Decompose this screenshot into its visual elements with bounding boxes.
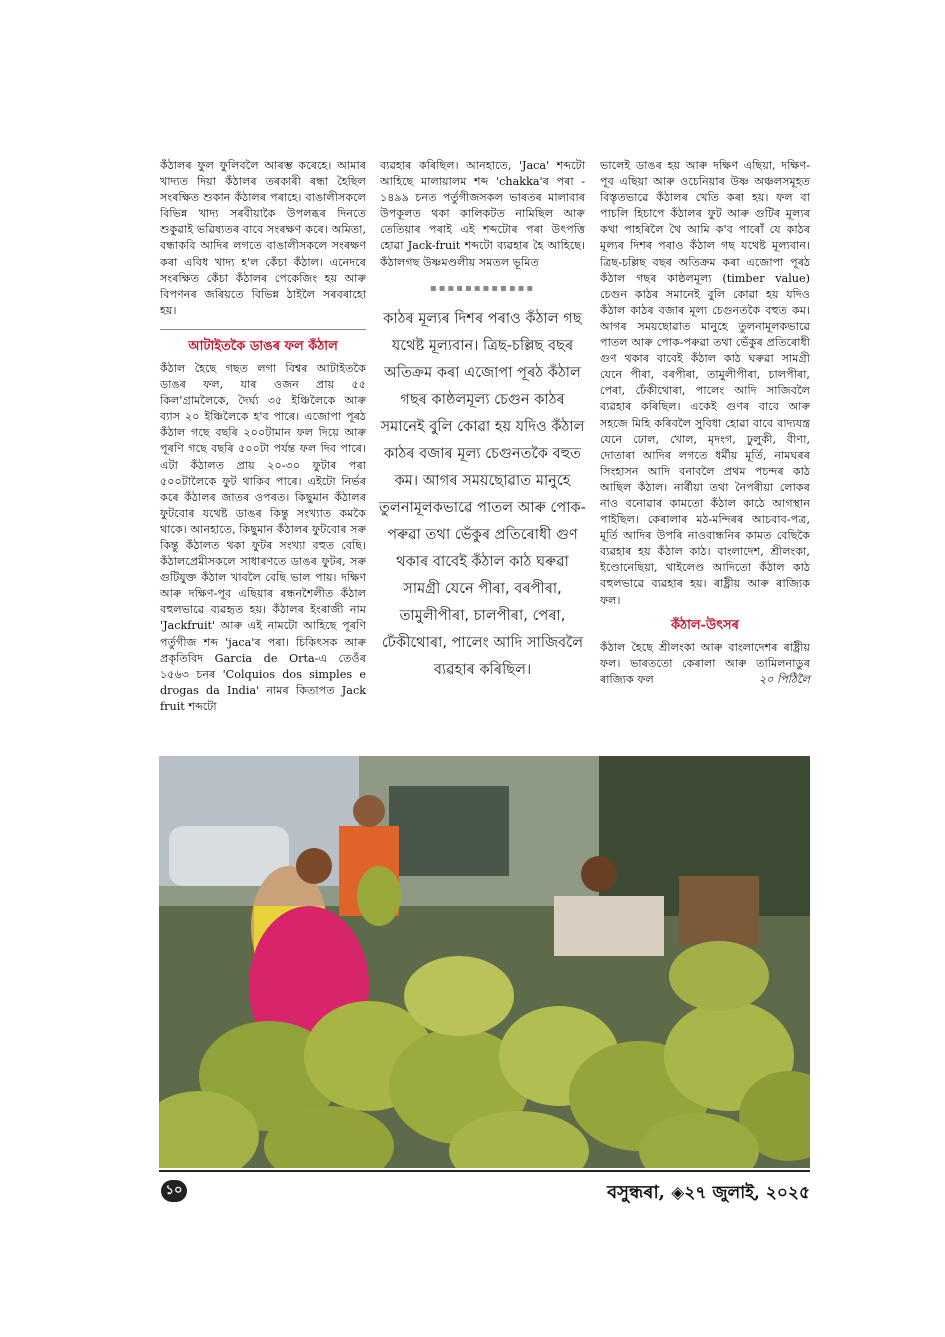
photo-illustration <box>159 756 810 1168</box>
issue-date: ◈২৭ জুলাই, ২০২৫ <box>671 1183 810 1203</box>
paragraph: কঁঠালৰ ফুল ফুলিবলৈ আৰম্ভ কৰেহে। আমাৰ খাদ্যত দিয়া কঁঠালৰ তৰকাৰী ৰন্ধা হৈছিল সংৰক্ষিত শুকান কঁঠালৰ পৰাহে। বাঙালীসকলে বিভিন্ন খাদ্য সৰবীয়াকৈ উপলব্ধৰ দিনতে শুকুৱাই ভৱিষ্যতৰ বাবে সংৰক্ষণ কৰে। অমিতা, বন্ধাকবি আদিৰ লগতে বাঙালীসকলে সংৰক্ষণ কৰা এবিধ খাদ্য হ'ল কেঁচা কঁঠাল। এনেদৰে সংৰক্ষিত কেঁচা কঁঠালৰ পেকেজিং হয় আৰু বিপণনৰ জৰিয়তে বিভিন্ন ঠাইলৈ সৰবৰাহো হয়। <box>160 159 366 317</box>
paragraph: কঁঠাল হৈছে গছত লগা বিশ্বৰ আটাইতকৈ ডাঙৰ ফল, যাৰ ওজন প্ৰায় ৫৫ কিল'গ্ৰামলৈকে, দৈৰ্ঘ্য ৩৫ ইঞ্চিলৈকে আৰু ব্যাস ২০ ইঞ্চিলৈকে হ'ব পাৰে। এজোপা পূৰঠ কঁঠাল গছে বছৰি ২০০টামান ফল দিয়ে আৰু পূৰণি গছে বছৰি ৫০০টা পৰ্যন্ত ফল দিব পাৰে। এটা কঁঠালত প্ৰায় ২০-৩০ ফুটাৰ পৰা ৫০০টালৈকে ফুট থাকিব পাৰে। এইটো নিৰ্ভৰ কৰে কঁঠালৰ জাতৰ ওপৰত। কিছুমান কঁঠালৰ ফুটবোৰ যথেষ্ট ডাঙৰ কিন্তু সংখ্যাত কমকৈ থাকে। আনহাতে, কিছুমান কঁঠালৰ ফুটবোৰ সৰু কিন্তু কঁঠালত থকা ফুটৰ সংখ্যা বহুত বেছি। কঁঠালপ্ৰেমীসকলে সাধাৰণতে ডাঙৰ ফুটৰ, সৰু গুটিযুক্ত কঁঠাল খাবলৈ বেছি ভাল পায়। দক্ষিণ আৰু দক্ষিণ-পূব এছিয়াৰ ৰন্ধনশৈলীত কঁঠাল বহুলভাৱে ব্যৱহৃত হয়। কঁঠালৰ ইংৰাজী নাম 'Jackfruit' আৰু এই নামটো আহিছে পূৰণি পৰ্তুগীজ শব্দ 'jaca'ৰ পৰা। চিকিৎসক আৰু প্ৰকৃতিবিদ Garcia de Orta-এ তেওঁৰ ১৫৬৩ চনৰ 'Colquios dos simples e drogas da India' নামৰ কিতাপত Jack fruit শব্দটো <box>160 361 366 713</box>
page-footer <box>159 1170 810 1208</box>
magazine-name: বসুন্ধৰা, <box>607 1182 665 1203</box>
paragraph: ব্যৱহাৰ কৰিছিল। আনহাতে, 'Jaca' শব্দটো আহিছে মালায়ালম শব্দ 'chakka'ৰ পৰা - ১৪৯৯ চনত পৰ্তুগীজসকল ভাৰতৰ মালাবাৰ উপকূলত থকা কালিকটত নামিছিল আৰু তেতিয়াৰ পৰাই এই শব্দটোৰ পৰা উৎপত্তি হোৱা Jack-fruit শব্দটো ব্যৱহাৰ হৈ আহিছে। কঁঠালগছ উষ্ণমণ্ডলীয় সমতল ভূমিত <box>380 159 585 269</box>
section-heading: আটাইতকৈ ডাঙৰ ফল কঁঠাল <box>160 329 366 355</box>
jackfruit-market-photo <box>159 756 810 1168</box>
article-column-3 <box>600 158 810 688</box>
paragraph <box>600 640 810 688</box>
separator-dots: ▪▪▪▪▪▪▪▪▪▪▪▪ <box>429 282 536 294</box>
pull-quote: কাঠৰ মূল্যৰ দিশৰ পৰাও কঁঠাল গছ যথেষ্ট মূল্যবান। ত্ৰিছ-চল্লিছ বছৰ অতিক্ৰম কৰা এজোপা পূৰঠ কঁঠাল গছৰ কাষ্ঠলমূল্য চেগুন কাঠৰ সমানেই বুলি কোৱা হয় যদিও কঁঠাল কাঠৰ বজাৰ মূল্য চেগুনতকৈ বহুত কম। আগৰ সময়ছোৱাত মানুহে তুলনামূলকভাৱে পাতল আৰু পোক-পৰুৱা তথা ভেঁকুৰ প্ৰতিৰোধী গুণ থকাৰ বাবেই কঁঠাল কাঠ ঘৰুৱা সামগ্ৰী যেনে পীৰা, বৰপীৰা, তামুলীপীৰা, চালপীৰা, পেৰা, ঢেঁকীথোৰা, পালেং আদি সাজিবলৈ ব্যৱহাৰ কৰিছিল। <box>379 309 586 678</box>
section-heading: কঁঠাল-উৎসৰ <box>671 617 739 633</box>
masthead <box>607 1178 810 1209</box>
article-column-2 <box>380 158 585 683</box>
continued-note: ২০ পিঠিলৈ <box>758 672 810 686</box>
paragraph: ভালেই ডাঙৰ হয় আৰু দক্ষিণ এছিয়া, দক্ষিণ-পূব এছিয়া আৰু ওচেনিয়াৰ উষ্ণ অঞ্চলসমূহত বিস্তৃতভাৱে কঁঠালৰ খেতি কৰা হয়। ফল বা পাচলি হিচাপে কঁঠালৰ ফুট আৰু গুটিৰ মূল্যৰ কথা পাহৰিলৈ থৈ আমি ক'ব পাৰোঁ যে কাঠৰ মূল্যৰ দিশৰ পৰাও কঁঠাল গছ যথেষ্ট মূল্যবান। ত্ৰিছ-চল্লিছ বছৰ অতিক্ৰম কৰা এজোপা পূৰঠ কঁঠাল গছৰ কাষ্ঠলমূল্য (timber value) চেগুন কাঠৰ সমানেই বুলি কোৱা হয় যদিও কঁঠাল কাঠৰ বজাৰ মূল্য চেগুনতকৈ বহুত কম। আগৰ সময়ছোৱাত মানুহে তুলনামূলকভাৱে পাতল আৰু পোক-পৰুৱা তথা ভেঁকুৰ প্ৰতিৰোধী গুণ থকাৰ বাবেই কঁঠাল কাঠ ঘৰুৱা সামগ্ৰী যেনে পীৰা, বৰপীৰা, তামুলীপীৰা, চালপীৰা, পেৰা, ঢেঁকীথোৰা, পালেং আদি সাজিবলৈ ব্যৱহাৰ কৰিছিল। একেই গুণৰ বাবে আৰু সহজে মিহি কৰিবলৈ সুবিধা হোৱা বাবে বাদ্যযন্ত্ৰ যেনে ঢোল, খোল, মৃদংগ, ঢুলুকী, বীণা, দোতাৰা আদিৰ লগতে ধৰ্মীয় মূৰ্তি, নামঘৰৰ সিংহাসন আদি বনাবলৈ প্ৰথম পচন্দৰ কাঠ আছিল কঁঠাল। নাৰ্ৰীয়া তথা নৈপৰীয়া লোকৰ নাও বনোৱাৰ কামতো কঁঠাল কাঠে আগস্থান পাইছিল। কেৰালাৰ মঠ-মন্দিৰৰ আচবাব-পত্ৰ, মূৰ্তি আদিৰ উপৰি নাওবান্ধনিৰ কামত বেছিকৈ ব্যৱহাৰ হয় কঁঠাল কাঠ। বাংলাদেশ, শ্ৰীলংকা, ইণ্ডোনেছিয়া, থাইলেণ্ড আদিতো কঁঠাল কাঠ বহুলভাৱে ব্যৱহাৰ হয়। ৰাষ্ট্ৰীয় আৰু ৰাজ্যিক ফল। <box>600 159 810 607</box>
paragraph-text: কঁঠাল হৈছে শ্ৰীলংকা আৰু বাংলাদেশৰ ৰাষ্ট্ৰীয় ফল। ভাৰততো কেৰালা আৰু তামিলনাডুৰ ৰাজ্যিক ফল <box>600 640 810 686</box>
page-number: ১০ <box>161 1180 187 1202</box>
article-column-1 <box>160 158 366 715</box>
